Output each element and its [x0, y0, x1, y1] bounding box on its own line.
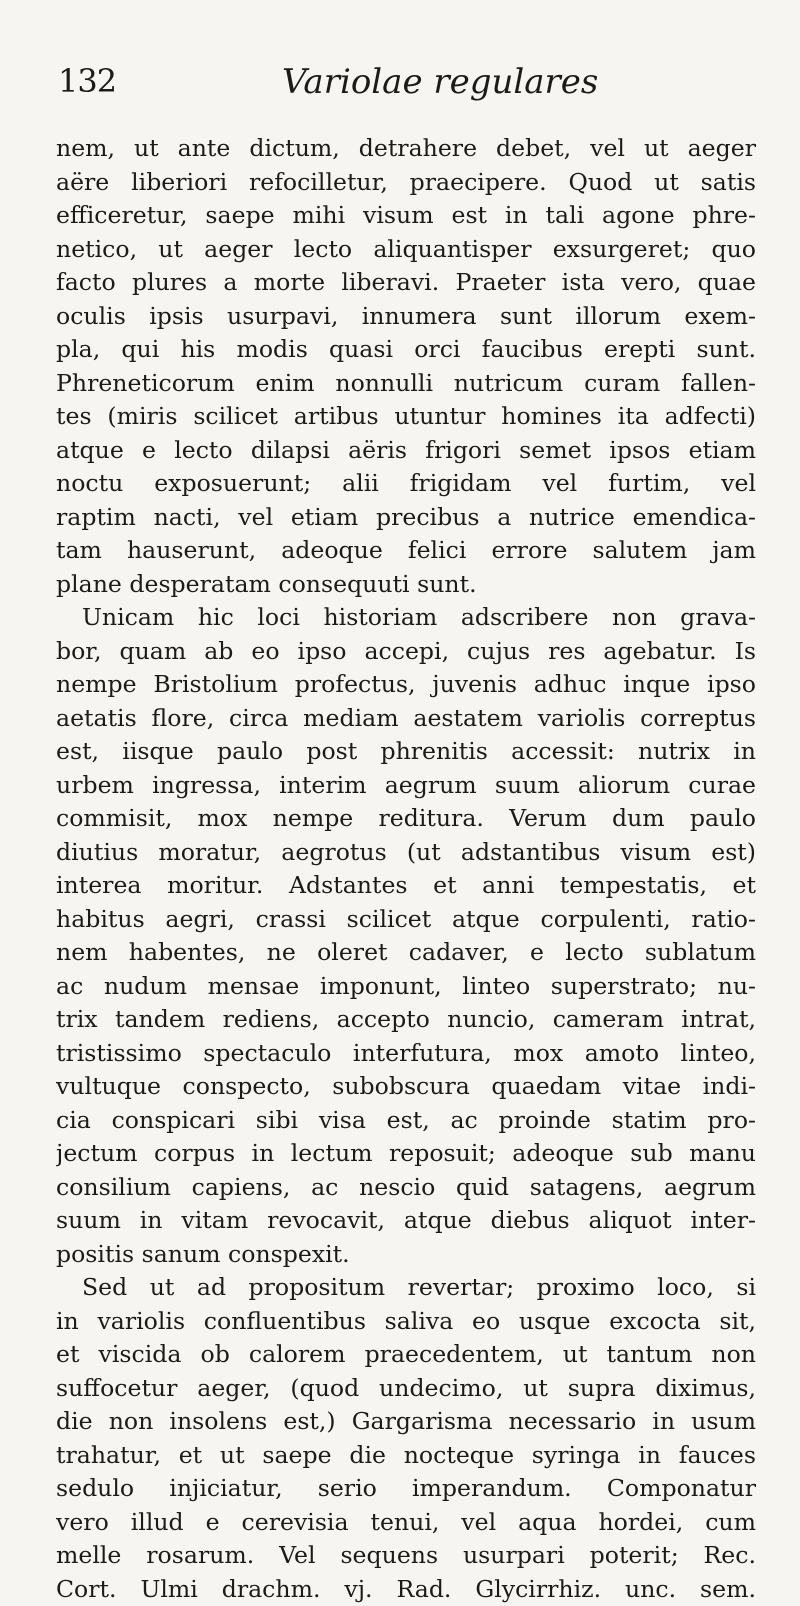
- text-line: jectum corpus in lectum reposuit; adeoque sub manu: [56, 1137, 756, 1171]
- text-line: ac nudum mensae imponunt, linteo superstrato; nu-: [56, 970, 756, 1004]
- text-line: habitus aegri, crassi scilicet atque corpulenti, ratio-: [56, 903, 756, 937]
- text-line: Cort. Ulmi drachm. vj. Rad. Glycirrhiz. unc. sem.: [56, 1573, 756, 1606]
- text-line: suffocetur aeger, (quod undecimo, ut supra diximus,: [56, 1372, 756, 1406]
- page-number: 132: [58, 62, 116, 100]
- text-line: tes (miris scilicet artibus utuntur homines ita adfecti): [56, 400, 756, 434]
- body-text: [56, 132, 756, 1606]
- text-line: et viscida ob calorem praecedentem, ut tantum non: [56, 1338, 756, 1372]
- text-line: sedulo injiciatur, serio imperandum. Componatur: [56, 1472, 756, 1506]
- text-line: diutius moratur, aegrotus (ut adstantibus visum est): [56, 836, 756, 870]
- text-line: melle rosarum. Vel sequens usurpari poterit; Rec.: [56, 1539, 756, 1573]
- paragraph-start-line: Unicam hic loci historiam adscribere non grava-: [56, 601, 756, 635]
- text-line: bor, quam ab eo ipso accepi, cujus res agebatur. Is: [56, 635, 756, 669]
- text-line: efficeretur, saepe mihi visum est in tali agone phre-: [56, 199, 756, 233]
- text-line: tam hauserunt, adeoque felici errore salutem jam: [56, 534, 756, 568]
- text-line: consilium capiens, ac nescio quid satagens, aegrum: [56, 1171, 756, 1205]
- text-line: cia conspicari sibi visa est, ac proinde statim pro-: [56, 1104, 756, 1138]
- text-line: die non insolens est,) Gargarisma necessario in usum: [56, 1405, 756, 1439]
- text-line: aëre liberiori refocilletur, praecipere. Quod ut satis: [56, 166, 756, 200]
- page-header: [0, 62, 800, 122]
- text-line: commisit, mox nempe reditura. Verum dum paulo: [56, 802, 756, 836]
- paragraph-end-line: positis sanum conspexit.: [56, 1238, 756, 1272]
- text-line: atque e lecto dilapsi aëris frigori semet ipsos etiam: [56, 434, 756, 468]
- text-line: est, iisque paulo post phrenitis accessit: nutrix in: [56, 735, 756, 769]
- text-line: nem habentes, ne oleret cadaver, e lecto sublatum: [56, 936, 756, 970]
- text-line: trix tandem rediens, accepto nuncio, cameram intrat,: [56, 1003, 756, 1037]
- text-line: raptim nacti, vel etiam precibus a nutrice emendica-: [56, 501, 756, 535]
- text-line: interea moritur. Adstantes et anni tempestatis, et: [56, 869, 756, 903]
- text-line: vero illud e cerevisia tenui, vel aqua hordei, cum: [56, 1506, 756, 1540]
- text-line: aetatis flore, circa mediam aestatem variolis correptus: [56, 702, 756, 736]
- text-line: urbem ingressa, interim aegrum suum aliorum curae: [56, 769, 756, 803]
- text-line: tristissimo spectaculo interfutura, mox amoto linteo,: [56, 1037, 756, 1071]
- running-head: Variolae regulares: [282, 62, 598, 102]
- text-line: in variolis confluentibus saliva eo usque excocta sit,: [56, 1305, 756, 1339]
- text-line: Phreneticorum enim nonnulli nutricum curam fallen-: [56, 367, 756, 401]
- text-line: facto plures a morte liberavi. Praeter ista vero, quae: [56, 266, 756, 300]
- text-line: pla, qui his modis quasi orci faucibus erepti sunt.: [56, 333, 756, 367]
- paragraph-end-line: plane desperatam consequuti sunt.: [56, 568, 756, 602]
- text-line: suum in vitam revocavit, atque diebus aliquot inter-: [56, 1204, 756, 1238]
- paragraph-start-line: Sed ut ad propositum revertar; proximo loco, si: [56, 1271, 756, 1305]
- text-line: netico, ut aeger lecto aliquantisper exsurgeret; quo: [56, 233, 756, 267]
- text-line: nempe Bristolium profectus, juvenis adhuc inque ipso: [56, 668, 756, 702]
- text-line: nem, ut ante dictum, detrahere debet, vel ut aeger: [56, 132, 756, 166]
- text-line: vultuque conspecto, subobscura quaedam vitae indi-: [56, 1070, 756, 1104]
- text-line: trahatur, et ut saepe die nocteque syringa in fauces: [56, 1439, 756, 1473]
- text-line: noctu exposuerunt; alii frigidam vel furtim, vel: [56, 467, 756, 501]
- text-line: oculis ipsis usurpavi, innumera sunt illorum exem-: [56, 300, 756, 334]
